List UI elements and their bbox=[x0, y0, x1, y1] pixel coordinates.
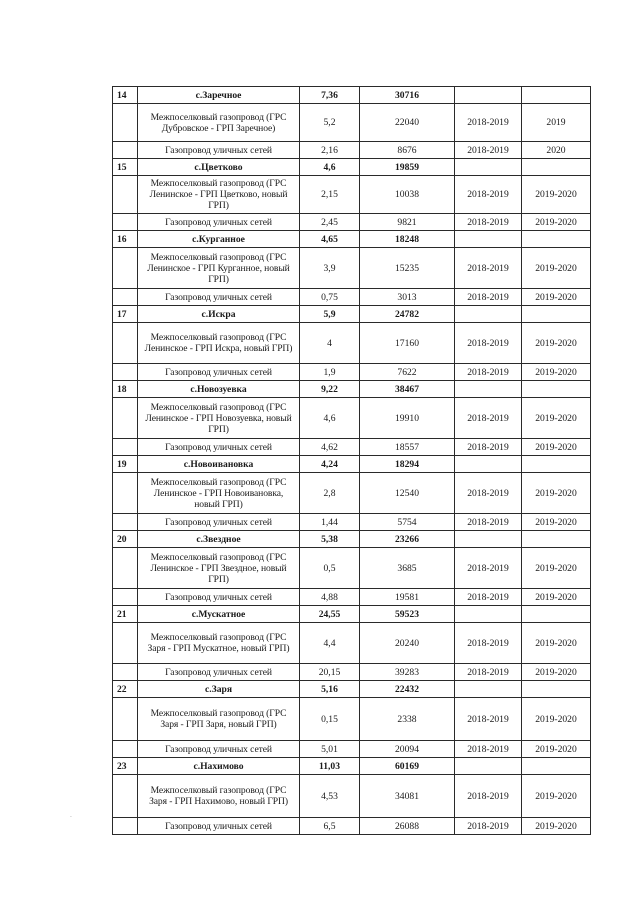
row-number: 22 bbox=[113, 681, 138, 698]
settlement-cost: 38467 bbox=[360, 381, 455, 398]
empty-cell bbox=[522, 758, 591, 775]
settlement-name: с.Мускатное bbox=[138, 606, 300, 623]
pipeline-description: Межпоселковый газопровод (ГРС Заря - ГРП Мускатное, новый ГРП) bbox=[138, 623, 300, 664]
pipeline-length: 0,15 bbox=[300, 698, 360, 741]
design-period: 2018-2019 bbox=[455, 818, 522, 835]
pipeline-length: 0,5 bbox=[300, 548, 360, 589]
empty-cell bbox=[113, 398, 138, 439]
margin-mark: . bbox=[70, 812, 72, 819]
pipeline-row bbox=[113, 664, 591, 681]
pipeline-row bbox=[113, 741, 591, 758]
empty-cell bbox=[455, 531, 522, 548]
pipeline-length: 4 bbox=[300, 323, 360, 364]
pipeline-length: 4,4 bbox=[300, 623, 360, 664]
pipeline-cost: 26088 bbox=[360, 818, 455, 835]
table-body bbox=[113, 87, 591, 835]
settlement-length: 5,38 bbox=[300, 531, 360, 548]
pipeline-description: Газопровод уличных сетей bbox=[138, 818, 300, 835]
empty-cell bbox=[455, 758, 522, 775]
construction-period: 2019-2020 bbox=[522, 248, 591, 289]
pipeline-description: Межпоселковый газопровод (ГРС Ленинское - ГРП Цветково, новый ГРП) bbox=[138, 176, 300, 214]
empty-cell bbox=[113, 248, 138, 289]
design-period: 2018-2019 bbox=[455, 548, 522, 589]
settlement-length: 11,03 bbox=[300, 758, 360, 775]
empty-cell bbox=[455, 231, 522, 248]
pipeline-cost: 15235 bbox=[360, 248, 455, 289]
pipeline-description: Межпоселковый газопровод (ГРС Ленинское - ГРП Звездное, новый ГРП) bbox=[138, 548, 300, 589]
empty-cell bbox=[113, 698, 138, 741]
empty-cell bbox=[113, 775, 138, 818]
settlement-name: с.Новоивановка bbox=[138, 456, 300, 473]
settlement-name: с.Цветково bbox=[138, 159, 300, 176]
pipeline-cost: 12540 bbox=[360, 473, 455, 514]
pipeline-row bbox=[113, 289, 591, 306]
design-period: 2018-2019 bbox=[455, 323, 522, 364]
pipeline-length: 2,16 bbox=[300, 142, 360, 159]
settlement-row bbox=[113, 681, 591, 698]
empty-cell bbox=[113, 473, 138, 514]
construction-period: 2019-2020 bbox=[522, 698, 591, 741]
pipeline-description: Газопровод уличных сетей bbox=[138, 142, 300, 159]
design-period: 2018-2019 bbox=[455, 514, 522, 531]
settlement-name: с.Искра bbox=[138, 306, 300, 323]
empty-cell bbox=[455, 381, 522, 398]
row-number: 20 bbox=[113, 531, 138, 548]
pipeline-cost: 34081 bbox=[360, 775, 455, 818]
construction-period: 2019-2020 bbox=[522, 439, 591, 456]
pipeline-description: Газопровод уличных сетей bbox=[138, 214, 300, 231]
pipeline-length: 0,75 bbox=[300, 289, 360, 306]
pipeline-description: Межпоселковый газопровод (ГРС Ленинское - ГРП Новозуевка, новый ГРП) bbox=[138, 398, 300, 439]
empty-cell bbox=[113, 548, 138, 589]
construction-period: 2019-2020 bbox=[522, 548, 591, 589]
pipeline-row bbox=[113, 775, 591, 818]
settlement-row bbox=[113, 87, 591, 104]
design-period: 2018-2019 bbox=[455, 439, 522, 456]
settlement-length: 5,9 bbox=[300, 306, 360, 323]
pipeline-length: 4,88 bbox=[300, 589, 360, 606]
empty-cell bbox=[113, 142, 138, 159]
design-period: 2018-2019 bbox=[455, 473, 522, 514]
settlement-name: с.Новозуевка bbox=[138, 381, 300, 398]
empty-cell bbox=[113, 741, 138, 758]
construction-period: 2019-2020 bbox=[522, 741, 591, 758]
settlement-name: с.Заречное bbox=[138, 87, 300, 104]
design-period: 2018-2019 bbox=[455, 142, 522, 159]
construction-period: 2019-2020 bbox=[522, 514, 591, 531]
pipeline-length: 20,15 bbox=[300, 664, 360, 681]
pipeline-row bbox=[113, 439, 591, 456]
pipeline-cost: 39283 bbox=[360, 664, 455, 681]
settlement-length: 4,24 bbox=[300, 456, 360, 473]
empty-cell bbox=[522, 231, 591, 248]
row-number: 19 bbox=[113, 456, 138, 473]
settlement-row bbox=[113, 306, 591, 323]
pipeline-row bbox=[113, 214, 591, 231]
settlement-name: с.Курганное bbox=[138, 231, 300, 248]
row-number: 21 bbox=[113, 606, 138, 623]
empty-cell bbox=[522, 381, 591, 398]
pipeline-description: Межпоселковый газопровод (ГРС Заря - ГРП Нахимово, новый ГРП) bbox=[138, 775, 300, 818]
pipeline-row bbox=[113, 398, 591, 439]
pipeline-description: Межпоселковый газопровод (ГРС Ленинское - ГРП Искра, новый ГРП) bbox=[138, 323, 300, 364]
settlement-row bbox=[113, 381, 591, 398]
pipeline-description: Газопровод уличных сетей bbox=[138, 289, 300, 306]
design-period: 2018-2019 bbox=[455, 398, 522, 439]
empty-cell bbox=[113, 289, 138, 306]
pipeline-row bbox=[113, 818, 591, 835]
pipeline-cost: 10038 bbox=[360, 176, 455, 214]
empty-cell bbox=[455, 456, 522, 473]
pipeline-description: Газопровод уличных сетей bbox=[138, 589, 300, 606]
settlement-length: 7,36 bbox=[300, 87, 360, 104]
settlement-cost: 19859 bbox=[360, 159, 455, 176]
construction-period: 2019-2020 bbox=[522, 289, 591, 306]
pipeline-row bbox=[113, 323, 591, 364]
construction-period: 2019-2020 bbox=[522, 818, 591, 835]
settlement-cost: 18294 bbox=[360, 456, 455, 473]
construction-period: 2019-2020 bbox=[522, 176, 591, 214]
settlement-row bbox=[113, 758, 591, 775]
construction-period: 2019-2020 bbox=[522, 664, 591, 681]
pipeline-cost: 18557 bbox=[360, 439, 455, 456]
pipeline-description: Газопровод уличных сетей bbox=[138, 439, 300, 456]
pipeline-cost: 17160 bbox=[360, 323, 455, 364]
settlement-name: с.Заря bbox=[138, 681, 300, 698]
pipeline-cost: 2338 bbox=[360, 698, 455, 741]
settlement-name: с.Звездное bbox=[138, 531, 300, 548]
construction-period: 2019-2020 bbox=[522, 398, 591, 439]
row-number: 17 bbox=[113, 306, 138, 323]
pipeline-row bbox=[113, 548, 591, 589]
pipeline-length: 2,8 bbox=[300, 473, 360, 514]
pipeline-description: Газопровод уличных сетей bbox=[138, 514, 300, 531]
pipeline-cost: 3013 bbox=[360, 289, 455, 306]
settlement-cost: 59523 bbox=[360, 606, 455, 623]
construction-period: 2019-2020 bbox=[522, 323, 591, 364]
empty-cell bbox=[113, 104, 138, 142]
pipeline-description: Газопровод уличных сетей bbox=[138, 664, 300, 681]
design-period: 2018-2019 bbox=[455, 214, 522, 231]
empty-cell bbox=[113, 439, 138, 456]
empty-cell bbox=[113, 664, 138, 681]
row-number: 15 bbox=[113, 159, 138, 176]
pipeline-length: 1,9 bbox=[300, 364, 360, 381]
pipeline-row bbox=[113, 589, 591, 606]
empty-cell bbox=[455, 87, 522, 104]
settlement-cost: 30716 bbox=[360, 87, 455, 104]
empty-cell bbox=[455, 159, 522, 176]
gas-pipeline-table bbox=[112, 86, 591, 835]
settlement-row bbox=[113, 606, 591, 623]
construction-period: 2020 bbox=[522, 142, 591, 159]
design-period: 2018-2019 bbox=[455, 589, 522, 606]
empty-cell bbox=[113, 323, 138, 364]
row-number: 14 bbox=[113, 87, 138, 104]
pipeline-cost: 20094 bbox=[360, 741, 455, 758]
empty-cell bbox=[522, 306, 591, 323]
settlement-row bbox=[113, 231, 591, 248]
design-period: 2018-2019 bbox=[455, 104, 522, 142]
row-number: 23 bbox=[113, 758, 138, 775]
settlement-length: 4,65 bbox=[300, 231, 360, 248]
pipeline-description: Газопровод уличных сетей bbox=[138, 364, 300, 381]
empty-cell bbox=[113, 514, 138, 531]
pipeline-length: 4,53 bbox=[300, 775, 360, 818]
design-period: 2018-2019 bbox=[455, 664, 522, 681]
pipeline-cost: 9821 bbox=[360, 214, 455, 231]
empty-cell bbox=[522, 606, 591, 623]
settlement-length: 24,55 bbox=[300, 606, 360, 623]
settlement-cost: 60169 bbox=[360, 758, 455, 775]
pipeline-row bbox=[113, 514, 591, 531]
pipeline-description: Межпоселковый газопровод (ГРС Ленинское - ГРП Курганное, новый ГРП) bbox=[138, 248, 300, 289]
empty-cell bbox=[113, 364, 138, 381]
settlement-length: 9,22 bbox=[300, 381, 360, 398]
design-period: 2018-2019 bbox=[455, 698, 522, 741]
settlement-cost: 22432 bbox=[360, 681, 455, 698]
pipeline-length: 5,01 bbox=[300, 741, 360, 758]
empty-cell bbox=[113, 818, 138, 835]
empty-cell bbox=[113, 623, 138, 664]
empty-cell bbox=[522, 531, 591, 548]
settlement-length: 4,6 bbox=[300, 159, 360, 176]
design-period: 2018-2019 bbox=[455, 289, 522, 306]
pipeline-cost: 19910 bbox=[360, 398, 455, 439]
construction-period: 2019-2020 bbox=[522, 214, 591, 231]
pipeline-cost: 20240 bbox=[360, 623, 455, 664]
settlement-row bbox=[113, 159, 591, 176]
design-period: 2018-2019 bbox=[455, 623, 522, 664]
empty-cell bbox=[522, 456, 591, 473]
settlement-length: 5,16 bbox=[300, 681, 360, 698]
empty-cell bbox=[113, 214, 138, 231]
construction-period: 2019-2020 bbox=[522, 589, 591, 606]
pipeline-row bbox=[113, 248, 591, 289]
pipeline-description: Межпоселковый газопровод (ГРС Ленинское - ГРП Новоивановка, новый ГРП) bbox=[138, 473, 300, 514]
pipeline-length: 4,6 bbox=[300, 398, 360, 439]
pipeline-length: 3,9 bbox=[300, 248, 360, 289]
pipeline-row bbox=[113, 623, 591, 664]
pipeline-cost: 3685 bbox=[360, 548, 455, 589]
construction-period: 2019-2020 bbox=[522, 775, 591, 818]
empty-cell bbox=[455, 681, 522, 698]
empty-cell bbox=[522, 87, 591, 104]
pipeline-description: Газопровод уличных сетей bbox=[138, 741, 300, 758]
construction-period: 2019 bbox=[522, 104, 591, 142]
pipeline-length: 6,5 bbox=[300, 818, 360, 835]
settlement-cost: 18248 bbox=[360, 231, 455, 248]
pipeline-length: 1,44 bbox=[300, 514, 360, 531]
settlement-row bbox=[113, 456, 591, 473]
pipeline-length: 4,62 bbox=[300, 439, 360, 456]
construction-period: 2019-2020 bbox=[522, 473, 591, 514]
row-number: 18 bbox=[113, 381, 138, 398]
pipeline-description: Межпоселковый газопровод (ГРС Дубровское - ГРП Заречное) bbox=[138, 104, 300, 142]
design-period: 2018-2019 bbox=[455, 248, 522, 289]
pipeline-cost: 7622 bbox=[360, 364, 455, 381]
settlement-cost: 23266 bbox=[360, 531, 455, 548]
empty-cell bbox=[455, 306, 522, 323]
design-period: 2018-2019 bbox=[455, 775, 522, 818]
pipeline-description: Межпоселковый газопровод (ГРС Заря - ГРП Заря, новый ГРП) bbox=[138, 698, 300, 741]
design-period: 2018-2019 bbox=[455, 741, 522, 758]
pipeline-row bbox=[113, 364, 591, 381]
pipeline-row bbox=[113, 473, 591, 514]
pipeline-row bbox=[113, 142, 591, 159]
pipeline-cost: 5754 bbox=[360, 514, 455, 531]
construction-period: 2019-2020 bbox=[522, 623, 591, 664]
empty-cell bbox=[113, 176, 138, 214]
pipeline-row bbox=[113, 698, 591, 741]
settlement-row bbox=[113, 531, 591, 548]
empty-cell bbox=[522, 681, 591, 698]
row-number: 16 bbox=[113, 231, 138, 248]
pipeline-row bbox=[113, 176, 591, 214]
pipeline-length: 5,2 bbox=[300, 104, 360, 142]
settlement-cost: 24782 bbox=[360, 306, 455, 323]
design-period: 2018-2019 bbox=[455, 176, 522, 214]
pipeline-cost: 8676 bbox=[360, 142, 455, 159]
pipeline-cost: 22040 bbox=[360, 104, 455, 142]
construction-period: 2019-2020 bbox=[522, 364, 591, 381]
empty-cell bbox=[113, 589, 138, 606]
design-period: 2018-2019 bbox=[455, 364, 522, 381]
pipeline-length: 2,45 bbox=[300, 214, 360, 231]
pipeline-cost: 19581 bbox=[360, 589, 455, 606]
empty-cell bbox=[455, 606, 522, 623]
pipeline-length: 2,15 bbox=[300, 176, 360, 214]
empty-cell bbox=[522, 159, 591, 176]
pipeline-row bbox=[113, 104, 591, 142]
settlement-name: с.Нахимово bbox=[138, 758, 300, 775]
